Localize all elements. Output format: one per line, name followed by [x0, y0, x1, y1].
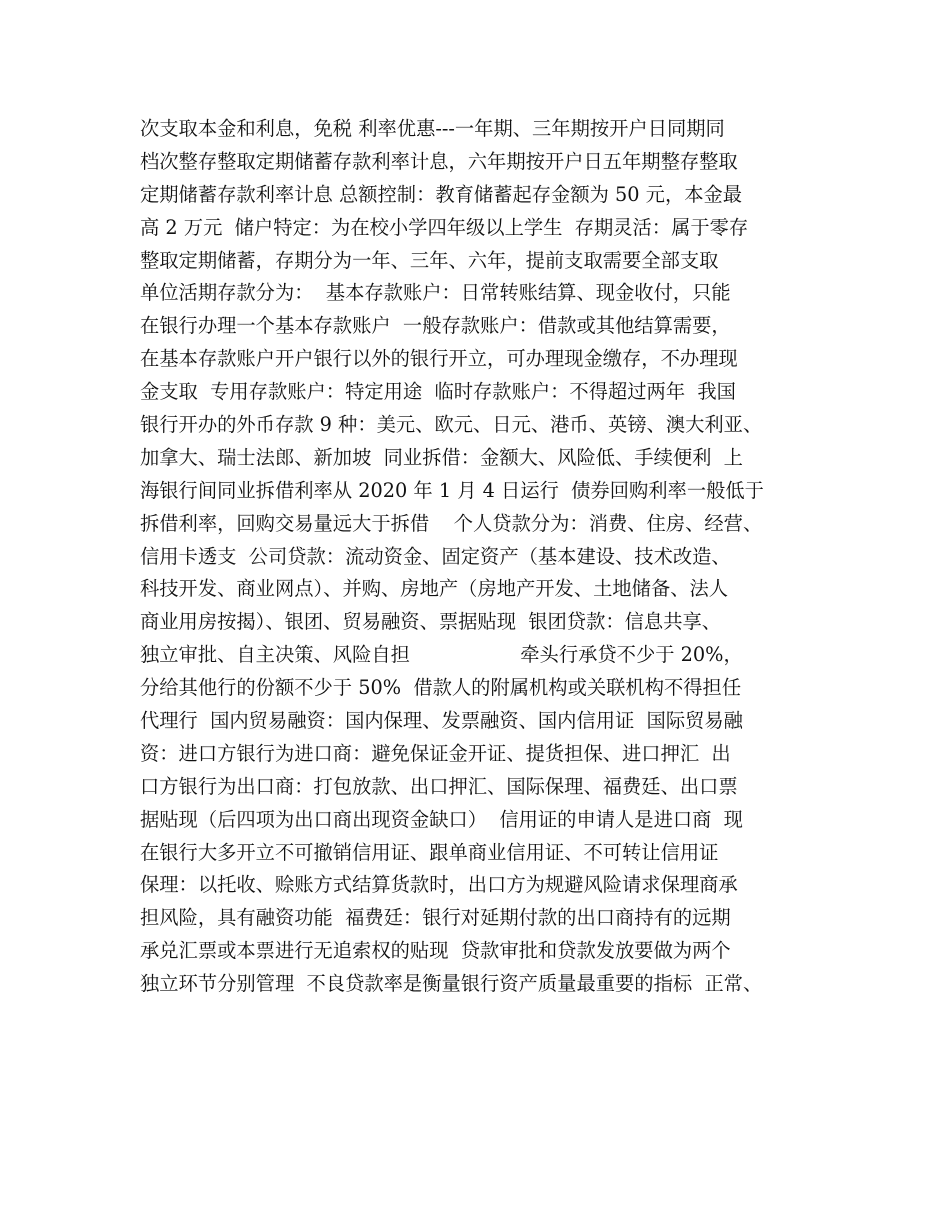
text-line: 独立审批、自主决策、风险自担 牵头行承贷不少于 20%，	[140, 643, 743, 667]
text-line: 加拿大、瑞士法郎、新加坡 同业拆借：金额大、风险低、手续便利 上	[140, 445, 743, 469]
text-line: 保理：以托收、赊账方式结算货款时，出口方为规避风险请求保理商承	[140, 873, 738, 897]
text-line: 据贴现（后四项为出口商出现资金缺口） 信用证的申请人是进口商 现	[140, 807, 743, 831]
text-line: 资：进口方银行为进口商：避免保证金开证、提货担保、进口押汇 出	[140, 741, 731, 765]
body-text	[140, 113, 830, 1001]
text-line: 定期储蓄存款利率计息 总额控制：教育储蓄起存金额为 50 元，本金最	[140, 182, 743, 206]
text-line: 档次整存整取定期储蓄存款利率计息，六年期按开户日五年期整存整取	[140, 149, 738, 173]
text-line: 拆借利率，回购交易量远大于拆借 个人贷款分为：消费、住房、经营、	[140, 511, 763, 535]
text-line: 单位活期存款分为： 基本存款账户：日常转账结算、现金收付，只能	[140, 281, 731, 305]
text-line: 在银行办理一个基本存款账户 一般存款账户：借款或其他结算需要，	[140, 314, 731, 338]
text-line: 口方银行为出口商：打包放款、出口押汇、国际保理、福费廷、出口票	[140, 774, 738, 798]
text-line: 金支取 专用存款账户：特定用途 临时存款账户：不得超过两年 我国	[140, 380, 736, 404]
text-line: 信用卡透支 公司贷款：流动资金、固定资产（基本建设、技术改造、	[140, 544, 731, 568]
text-line: 在银行大多开立不可撤销信用证、跟单商业信用证、不可转让信用证	[140, 840, 719, 864]
text-line: 担风险，具有融资功能 福费廷：银行对延期付款的出口商持有的远期	[140, 906, 731, 930]
text-line: 代理行 国内贸易融资：国内保理、发票融资、国内信用证 国际贸易融	[140, 709, 743, 733]
text-line: 在基本存款账户开户银行以外的银行开立，可办理现金缴存，不办理现	[140, 347, 738, 371]
text-line: 科技开发、商业网点）、并购、房地产（房地产开发、土地储备、法人	[140, 577, 729, 601]
text-line: 独立环节分别管理 不良贷款率是衡量银行资产质量最重要的指标 正常、	[140, 972, 763, 996]
text-line: 次支取本金和利息，免税 利率优惠---一年期、三年期按开户日同期同	[140, 117, 725, 140]
text-line: 银行开办的外币存款 9 种：美元、欧元、日元、港币、英镑、澳大利亚、	[140, 413, 763, 437]
text-line: 整取定期储蓄，存期分为一年、三年、六年，提前支取需要全部支取	[140, 248, 719, 272]
text-line: 高 2 万元 储户特定：为在校小学四年级以上学生 存期灵活：属于零存	[140, 215, 749, 239]
text-line: 商业用房按揭）、银团、贸易融资、票据贴现 银团贷款：信息共享、	[140, 610, 722, 634]
text-line: 海银行间同业拆借利率从 2020 年 1 月 4 日运行 债券回购利率一般低于	[140, 478, 764, 502]
text-line: 分给其他行的份额不少于 50% 借款人的附属机构或关联机构不得担任	[140, 676, 742, 700]
text-line: 承兑汇票或本票进行无追索权的贴现 贷款审批和贷款发放要做为两个	[140, 939, 731, 963]
